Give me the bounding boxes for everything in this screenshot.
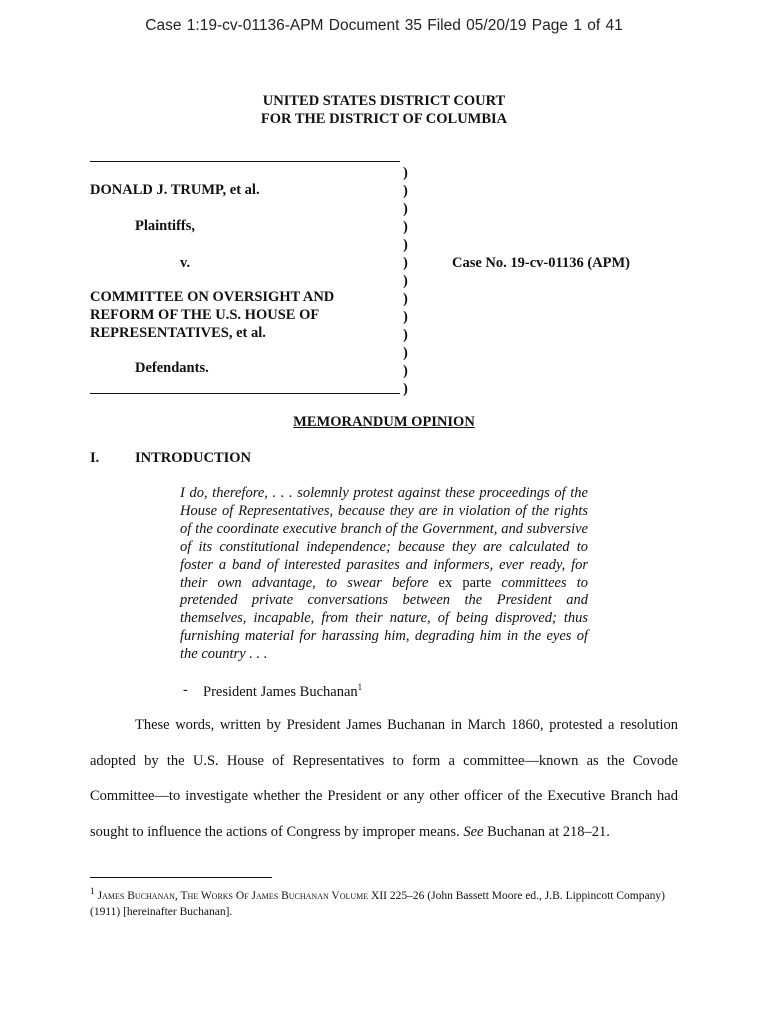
footnote-reference[interactable]: 1 [357,682,363,692]
defendant-line3: REPRESENTATIVES, et al. [90,325,266,341]
caption-paren: ) [403,183,408,199]
caption-paren: ) [403,381,408,397]
caption-paren: ) [403,237,408,253]
attribution-dash: - [183,682,188,698]
caption-paren: ) [403,201,408,217]
versus-label: v. [180,255,191,271]
caption-paren: ) [403,165,408,181]
block-quote: I do, therefore, . . . solemnly protest against these proceedings of the House of Representatives, because they are in violation of the rights of the coordinate executive branch of the Government, and subversive of its constitutional independence; because they are calculated to foster a band of interested parasites and informers, ever ready, for their own advantage, to swear before ex parte committees to pretended private conversations between the President and themselves, incapable, from their nature, of being disproved; thus furnishing material for harassing him, degrading him in the eyes of the country . . . [180,485,588,663]
memorandum-title: MEMORANDUM OPINION [293,414,475,430]
footnote-author: James Buchanan, The Works Of James Buchanan Volume XII [97,889,388,902]
caption-bottom-rule [90,393,400,394]
section-number: I. [90,450,100,466]
footnote-rule [90,877,272,878]
plaintiffs-label: Plaintiffs, [135,218,196,234]
caption-paren: ) [403,363,408,379]
court-name-line1: UNITED STATES DISTRICT COURT [262,93,506,109]
body-paragraph: These words, written by President James Buchanan in March 1860, protested a resolution adopted by the U.S. House of Representatives to form a committee—known as the Covode Committee—to investigate whether the President or any other officer of the Executive Branch had sought to influence the actions of Congress by improper means. See Buchanan at 218–21. [90,717,678,840]
caption-paren: ) [403,327,408,343]
court-name-line2: FOR THE DISTRICT OF COLUMBIA [260,111,508,127]
caption-paren: ) [403,309,408,325]
defendant-line1: COMMITTEE ON OVERSIGHT AND [90,289,335,305]
footnote-number: 1 [90,886,95,897]
defendant-line2: REFORM OF THE U.S. HOUSE OF [90,307,320,323]
quote-attribution: President James Buchanan$^1$ [203,682,363,700]
caption-paren: ) [403,219,408,235]
caption-paren: ) [403,291,408,307]
defendants-label: Defendants. [135,360,209,376]
caption-paren: ) [403,255,408,271]
caption-paren: ) [403,273,408,289]
plaintiff-name: DONALD J. TRUMP, et al. [90,182,260,198]
see-signal: See [463,823,484,840]
caption-paren: ) [403,345,408,361]
case-header: Case 1:19-cv-01136-APM Document 35 Filed 05/20/19 Page 1 of 41 [145,17,623,34]
section-heading: INTRODUCTION [135,450,252,466]
caption-top-rule [90,161,400,162]
ex-parte-term: ex parte [438,574,492,591]
case-number: Case No. 19-cv-01136 (APM) [452,255,630,271]
footnote-text: $^1$ James Buchanan, The Works Of James Buchanan Volume XII 225–26 (John Bassett Moore ed., J.B. Lippincott Company) (1911) [hereinafter Buchanan]. [90,886,665,918]
